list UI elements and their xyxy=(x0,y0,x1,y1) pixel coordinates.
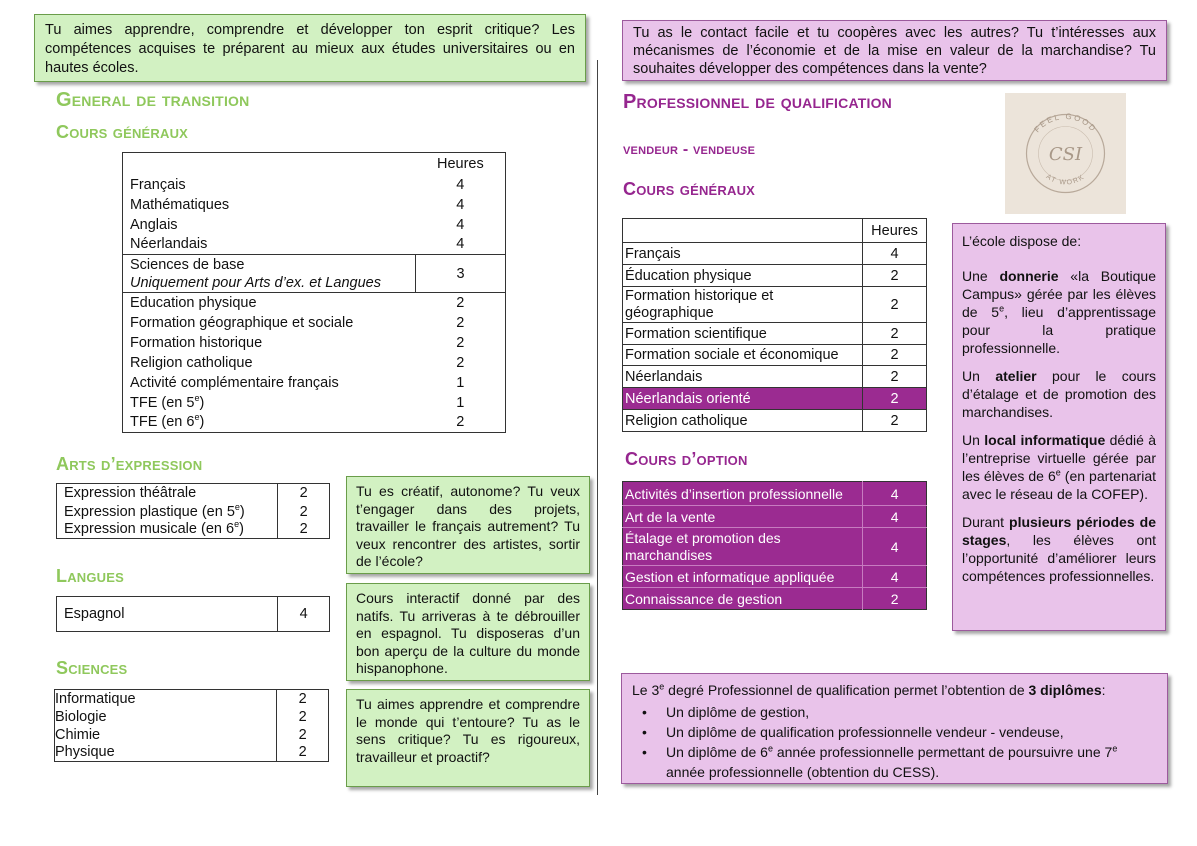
superscript: e xyxy=(234,501,240,512)
course-label: Français xyxy=(623,243,863,265)
course-label: Activité complémentaire français xyxy=(130,374,339,391)
list-item: • Un diplôme de qualification professionnelle vendeur - vendeuse, xyxy=(632,722,1157,742)
arts-info-box xyxy=(346,476,590,574)
langues-info-box xyxy=(346,583,590,681)
table-row xyxy=(123,373,506,393)
course-label: Biologie xyxy=(55,708,107,725)
table-row-highlight xyxy=(623,388,927,410)
table-row xyxy=(623,566,927,588)
table-row xyxy=(623,265,927,287)
course-label-close: ) xyxy=(239,503,245,520)
table-row xyxy=(623,410,927,432)
table-row xyxy=(623,243,927,265)
course-hours: 4 xyxy=(278,597,330,632)
general-intro-text: Tu aimes apprendre, comprendre et développer ton esprit critique? Les compétences acquises te préparent au mieux aux études universitaires ou en hautes écoles. xyxy=(45,22,575,76)
course-hours: 2 xyxy=(456,294,465,311)
course-hours: 2 xyxy=(277,708,329,726)
table-row xyxy=(623,506,927,528)
table-row xyxy=(623,345,927,366)
course-label: Formation géographique et sociale xyxy=(130,314,354,331)
diplomes-box xyxy=(621,673,1168,784)
table-row xyxy=(623,482,927,506)
course-label: Sciences de base xyxy=(130,256,245,273)
option-title: Cours d’option xyxy=(625,449,748,469)
diplomes-intro: Le 3e degré Professionnel de qualification permet l’obtention de 3 diplômes: xyxy=(632,681,1106,698)
superscript: e xyxy=(234,519,240,530)
course-hours: 2 xyxy=(890,412,899,429)
course-hours: 4 xyxy=(863,528,927,566)
column-divider xyxy=(597,60,598,795)
course-hours: 2 xyxy=(890,347,899,363)
table-row xyxy=(123,353,506,373)
course-hours: 4 xyxy=(890,245,899,262)
course-label: Expression plastique (en 5 xyxy=(64,503,235,520)
course-hours: 2 xyxy=(890,368,899,385)
langues-table xyxy=(56,596,330,632)
course-label: Éducation physique xyxy=(623,265,863,287)
course-label: Formation historique xyxy=(130,334,263,351)
qualification-intro-box xyxy=(622,20,1167,81)
course-note: Uniquement pour Arts d’ex. et Langues xyxy=(130,274,381,291)
course-hours: 2 xyxy=(890,296,899,313)
table-row xyxy=(123,293,506,313)
logo-mid-text: CSI xyxy=(1048,144,1083,165)
qualification-intro-text: Tu as le contact facile et tu coopères avec les autres? Tu t’intéresses aux mécanismes de l’économie et de la mise en valeur de la marchandise? Tu souhaites développer des compétences dans la vente? xyxy=(633,25,1156,77)
table-row xyxy=(123,393,506,413)
course-hours: 2 xyxy=(277,726,329,744)
course-hours: 2 xyxy=(890,267,899,284)
superscript: e xyxy=(194,392,200,403)
course-hours: 2 xyxy=(278,521,330,539)
course-label: Art de la vente xyxy=(623,506,863,528)
course-label: TFE (en 6 xyxy=(130,414,195,431)
sciences-info-box xyxy=(346,689,590,787)
table-row xyxy=(57,484,330,503)
course-label: Connaissance de gestion xyxy=(623,588,863,610)
course-hours: 2 xyxy=(277,690,329,708)
table-row xyxy=(123,333,506,353)
arts-title: Arts d’expression xyxy=(56,454,203,474)
course-hours: 2 xyxy=(456,414,465,431)
option-courses-table xyxy=(622,481,927,610)
langues-title: Langues xyxy=(56,566,125,586)
course-hours: 4 xyxy=(456,236,465,253)
feel-good-logo xyxy=(1005,93,1126,214)
course-label: Physique xyxy=(55,744,115,761)
course-hours: 1 xyxy=(456,394,465,411)
general-cours-title: Cours généraux xyxy=(56,122,189,142)
table-row xyxy=(623,366,927,388)
qualification-subtitle: vendeur - vendeuse xyxy=(623,141,756,158)
table-row xyxy=(55,708,329,726)
course-hours: 4 xyxy=(456,196,465,213)
course-label: Formation historique et géographique xyxy=(623,287,863,323)
course-hours: 4 xyxy=(456,216,465,233)
course-hours: 2 xyxy=(456,354,465,371)
course-label-close: ) xyxy=(239,521,244,538)
course-label: Expression musicale (en 6 xyxy=(64,521,235,538)
table-row xyxy=(123,153,506,175)
table-row xyxy=(623,588,927,610)
sciences-title: Sciences xyxy=(56,658,128,678)
course-hours: 2 xyxy=(890,325,899,342)
course-label: Français xyxy=(130,176,186,193)
hours-header: Heures xyxy=(871,222,918,239)
course-label: Expression théâtrale xyxy=(64,485,197,502)
ecole-paragraph: Une donnerie «la Boutique Campus» gérée par les élèves de 5e, lieu d’apprentissage pour la pratique professionnelle. xyxy=(962,268,1157,356)
general-courses-table xyxy=(122,152,506,433)
course-label-close: ) xyxy=(199,394,205,411)
course-label: Espagnol xyxy=(64,606,125,622)
table-row xyxy=(123,413,506,433)
course-hours: 3 xyxy=(416,255,506,293)
diplomes-list xyxy=(632,702,1157,782)
course-hours: 4 xyxy=(863,506,927,528)
course-label-close: ) xyxy=(199,414,205,431)
course-hours: 2 xyxy=(456,334,465,351)
table-row xyxy=(123,215,506,235)
course-label: Religion catholique xyxy=(130,354,253,371)
course-hours: 4 xyxy=(863,482,927,506)
ecole-paragraph: Durant plusieurs périodes de stages, les élèves ont l’opportunité d’améliorer leurs compétences professionnelles. xyxy=(962,514,1156,584)
list-item: • Un diplôme de gestion, xyxy=(632,702,1157,722)
ecole-intro: L’école dispose de: xyxy=(962,233,1082,249)
table-row xyxy=(57,597,330,632)
course-label: Religion catholique xyxy=(623,410,863,432)
table-row xyxy=(123,255,506,293)
arts-info-text: Tu es créatif, autonome? Tu veux t’engager dans des projets, travailler le français autrement? Tu veux rencontrer des artistes, sortir de l’école? xyxy=(356,483,580,569)
superscript: e xyxy=(194,412,200,423)
course-label: Néerlandais orienté xyxy=(623,388,863,410)
course-hours: 4 xyxy=(863,566,927,588)
table-row xyxy=(123,313,506,333)
qualification-courses-table xyxy=(622,218,927,432)
course-hours: 2 xyxy=(456,314,465,331)
table-row xyxy=(55,726,329,744)
course-hours: 4 xyxy=(456,176,465,193)
table-row xyxy=(123,235,506,255)
ecole-paragraph: Un local informatique dédié à l’entreprise virtuelle gérée par les élèves de 6e (en partenariat avec le réseau de la COFEP). xyxy=(962,432,1156,502)
table-row xyxy=(55,690,329,708)
course-label: Mathématiques xyxy=(130,196,230,213)
course-hours: 2 xyxy=(277,744,329,762)
table-row xyxy=(57,503,330,521)
qualification-cours-title: Cours généraux xyxy=(623,179,756,199)
table-row xyxy=(623,528,927,566)
general-title: General de transition xyxy=(56,89,250,111)
general-intro-box xyxy=(34,14,586,82)
ecole-info-box xyxy=(952,223,1166,631)
course-hours: 2 xyxy=(278,484,330,503)
sciences-info-text: Tu aimes apprendre et comprendre le monde qui t’entoure? Tu as le sens critique? Tu es rigoureux, travailleur et proactif? xyxy=(356,696,580,765)
sciences-table xyxy=(54,689,329,762)
qualification-title: Professionnel de qualification xyxy=(623,91,892,113)
table-row xyxy=(55,744,329,762)
table-row xyxy=(57,521,330,539)
table-row xyxy=(123,195,506,215)
course-label: Formation scientifique xyxy=(623,323,863,345)
table-row xyxy=(623,287,927,323)
course-label: Activités d’insertion professionnelle xyxy=(623,482,863,506)
course-label: Gestion et informatique appliquée xyxy=(623,566,863,588)
langues-info-text: Cours interactif donné par des natifs. Tu arriveras à te débrouiller en espagnol. Tu disposeras d’un bon aperçu de la culture du monde hispanophone. xyxy=(356,590,580,676)
course-label: TFE (en 5 xyxy=(130,394,195,411)
course-label: Néerlandais xyxy=(623,366,863,388)
table-row xyxy=(623,219,927,243)
logo-bottom-text: AT WORK xyxy=(1044,173,1087,187)
ecole-paragraph: Un atelier pour le cours d’étalage et de promotion des marchandises. xyxy=(962,368,1156,420)
list-item: • Un diplôme de 6e année professionnelle permettant de poursuivre une 7e année professionnelle (obtention du CESS). xyxy=(632,742,1157,782)
course-label: Chimie xyxy=(55,726,101,743)
course-label: Education physique xyxy=(130,294,257,311)
arts-table xyxy=(56,483,330,539)
course-label: Néerlandais xyxy=(130,236,208,253)
table-row xyxy=(623,323,927,345)
course-hours: 2 xyxy=(863,388,927,410)
course-label: Anglais xyxy=(130,216,178,233)
course-hours: 1 xyxy=(456,374,465,391)
course-label: Informatique xyxy=(55,690,136,707)
course-label: Étalage et promotion des marchandises xyxy=(623,528,863,566)
logo-top-text: FEEL GOOD xyxy=(1032,111,1099,135)
course-label: Formation sociale et économique xyxy=(623,345,863,366)
course-hours: 2 xyxy=(278,503,330,521)
table-row xyxy=(123,175,506,195)
course-hours: 2 xyxy=(863,588,927,610)
hours-header: Heures xyxy=(436,155,484,172)
